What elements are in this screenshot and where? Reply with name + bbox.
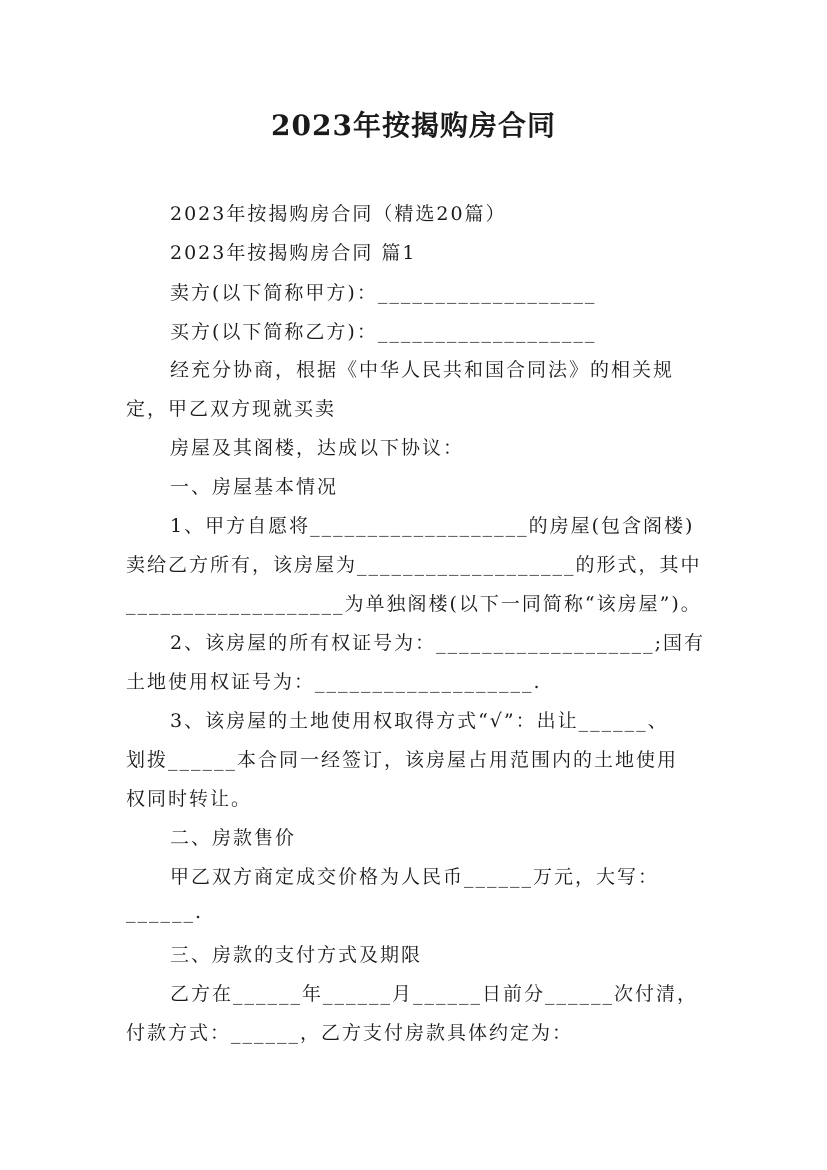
text-line-heading-2: 二、房款售价 [170, 827, 297, 849]
text-line-buyer: 买方(以下简称乙方)：___________________ [170, 321, 597, 343]
text-line-payment-2: 付款方式：______，乙方支付房款具体约定为： [126, 1022, 574, 1044]
text-line-clause-3a: 3、该房屋的土地使用权取得方式“√”：出让______、 [170, 710, 669, 732]
text-line-clause-2b: 土地使用权证号为：___________________. [126, 671, 542, 693]
text-line-clause-1a: 1、甲方自愿将___________________的房屋(包含阁楼) [170, 515, 695, 537]
text-line-clause-3c: 权同时转让。 [126, 788, 253, 810]
text-line-seller: 卖方(以下简称甲方)：___________________ [170, 282, 597, 304]
text-line-payment-1: 乙方在______年______月______日前分______次付清， [170, 983, 699, 1005]
text-line-clause-2a: 2、该房屋的所有权证号为：___________________;国有 [170, 632, 705, 654]
text-line-heading-3: 三、房款的支付方式及期限 [170, 944, 423, 966]
text-line-price-2: ______. [126, 901, 204, 923]
text-line-preamble-3: 房屋及其阁楼，达成以下协议： [170, 437, 465, 459]
text-line-section-heading: 2023年按揭购房合同 篇1 [170, 242, 417, 264]
text-line-clause-1b: 卖给乙方所有，该房屋为___________________的形式，其中 [126, 554, 702, 576]
text-line-clause-3b: 划拨______本合同一经签订，该房屋占用范围内的土地使用 [126, 749, 679, 771]
text-line-price-1: 甲乙双方商定成交价格为人民币______万元，大写： [170, 866, 660, 888]
text-line-heading-1: 一、房屋基本情况 [170, 476, 339, 498]
text-line-preamble-2: 定，甲乙双方现就买卖 [126, 398, 337, 420]
text-line-preamble-1: 经充分协商，根据《中华人民共和国合同法》的相关规 [170, 359, 675, 381]
text-line-clause-1c: ___________________为单独阁楼(以下一同简称“该房屋”)。 [126, 593, 702, 615]
text-line-subtitle: 2023年按揭购房合同（精选20篇） [170, 203, 507, 225]
document-title: 2023年按揭购房合同 [271, 109, 556, 142]
